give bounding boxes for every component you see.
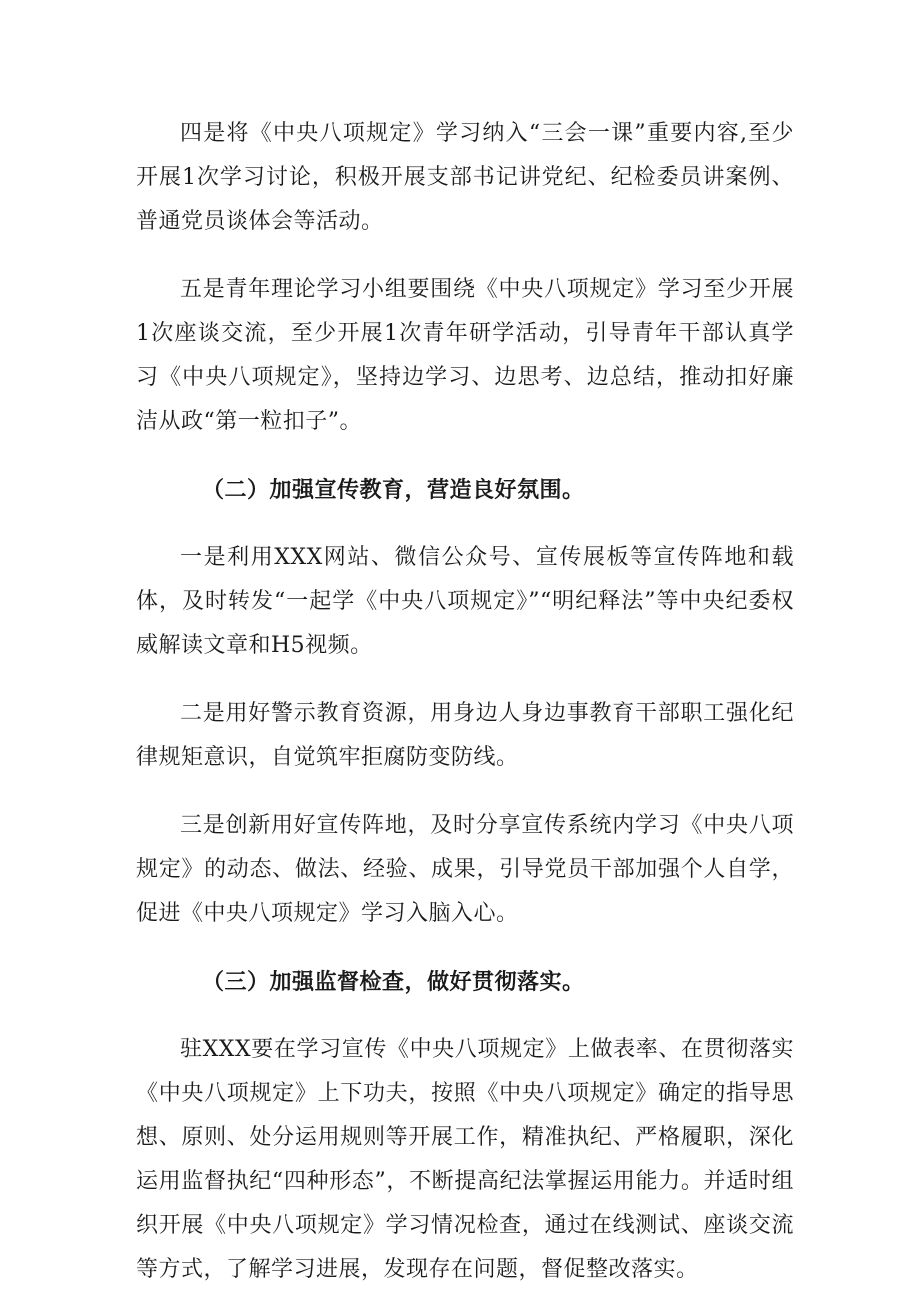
paragraph-one-websites: 一是利用XXX网站、微信公众号、宣传展板等宣传阵地和载体，及时转发“一起学《中央八项规定》”“明纪释法”等中央纪委权威解读文章和H5视频。 [136, 545, 794, 658]
paragraph-three-innovation: 三是创新用好宣传阵地，及时分享宣传系统内学习《中央八项规定》的动态、做法、经验、成果，引导党员干部加强个人自学，促进《中央八项规定》学习入脑入心。 [136, 813, 794, 926]
paragraph-supervision-details: 驻XXX要在学习宣传《中央八项规定》上做表率、在贯彻落实《中央八项规定》上下功夫，按照《中央八项规定》确定的指导思想、原则、处分运用规则等开展工作，精准执纪、严格履职，深化运用监督执纪“四种形态”，不断提高纪法掌握运用能力。并适时组织开展《中央八项规定》学习情况检查，通过在线测试、座谈交流等方式，了解学习进展，发现存在问题，督促整改落实。 [136, 1037, 794, 1282]
section-heading-supervision: （三）加强监督检查，做好贯彻落实。 [202, 969, 585, 995]
section-heading-publicity: （二）加强宣传教育，营造良好氛围。 [202, 477, 585, 503]
paragraph-five-youth-study: 五是青年理论学习小组要围绕《中央八项规定》学习至少开展1次座谈交流，至少开展1次青年研学活动，引导青年干部认真学习《中央八项规定》，坚持边学习、边思考、边总结，推动扣好廉洁从政“第一粒扣子”。 [136, 277, 794, 434]
paragraph-four-three-meetings: 四是将《中央八项规定》学习纳入“三会一课”重要内容,至少开展1次学习讨论，积极开展支部书记讲党纪、纪检委员讲案例、普通党员谈体会等活动。 [136, 121, 794, 234]
document-body [136, 112, 794, 1316]
paragraph-two-warning-education: 二是用好警示教育资源，用身边人身边事教育干部职工强化纪律规矩意识，自觉筑牢拒腐防变防线。 [136, 701, 794, 770]
